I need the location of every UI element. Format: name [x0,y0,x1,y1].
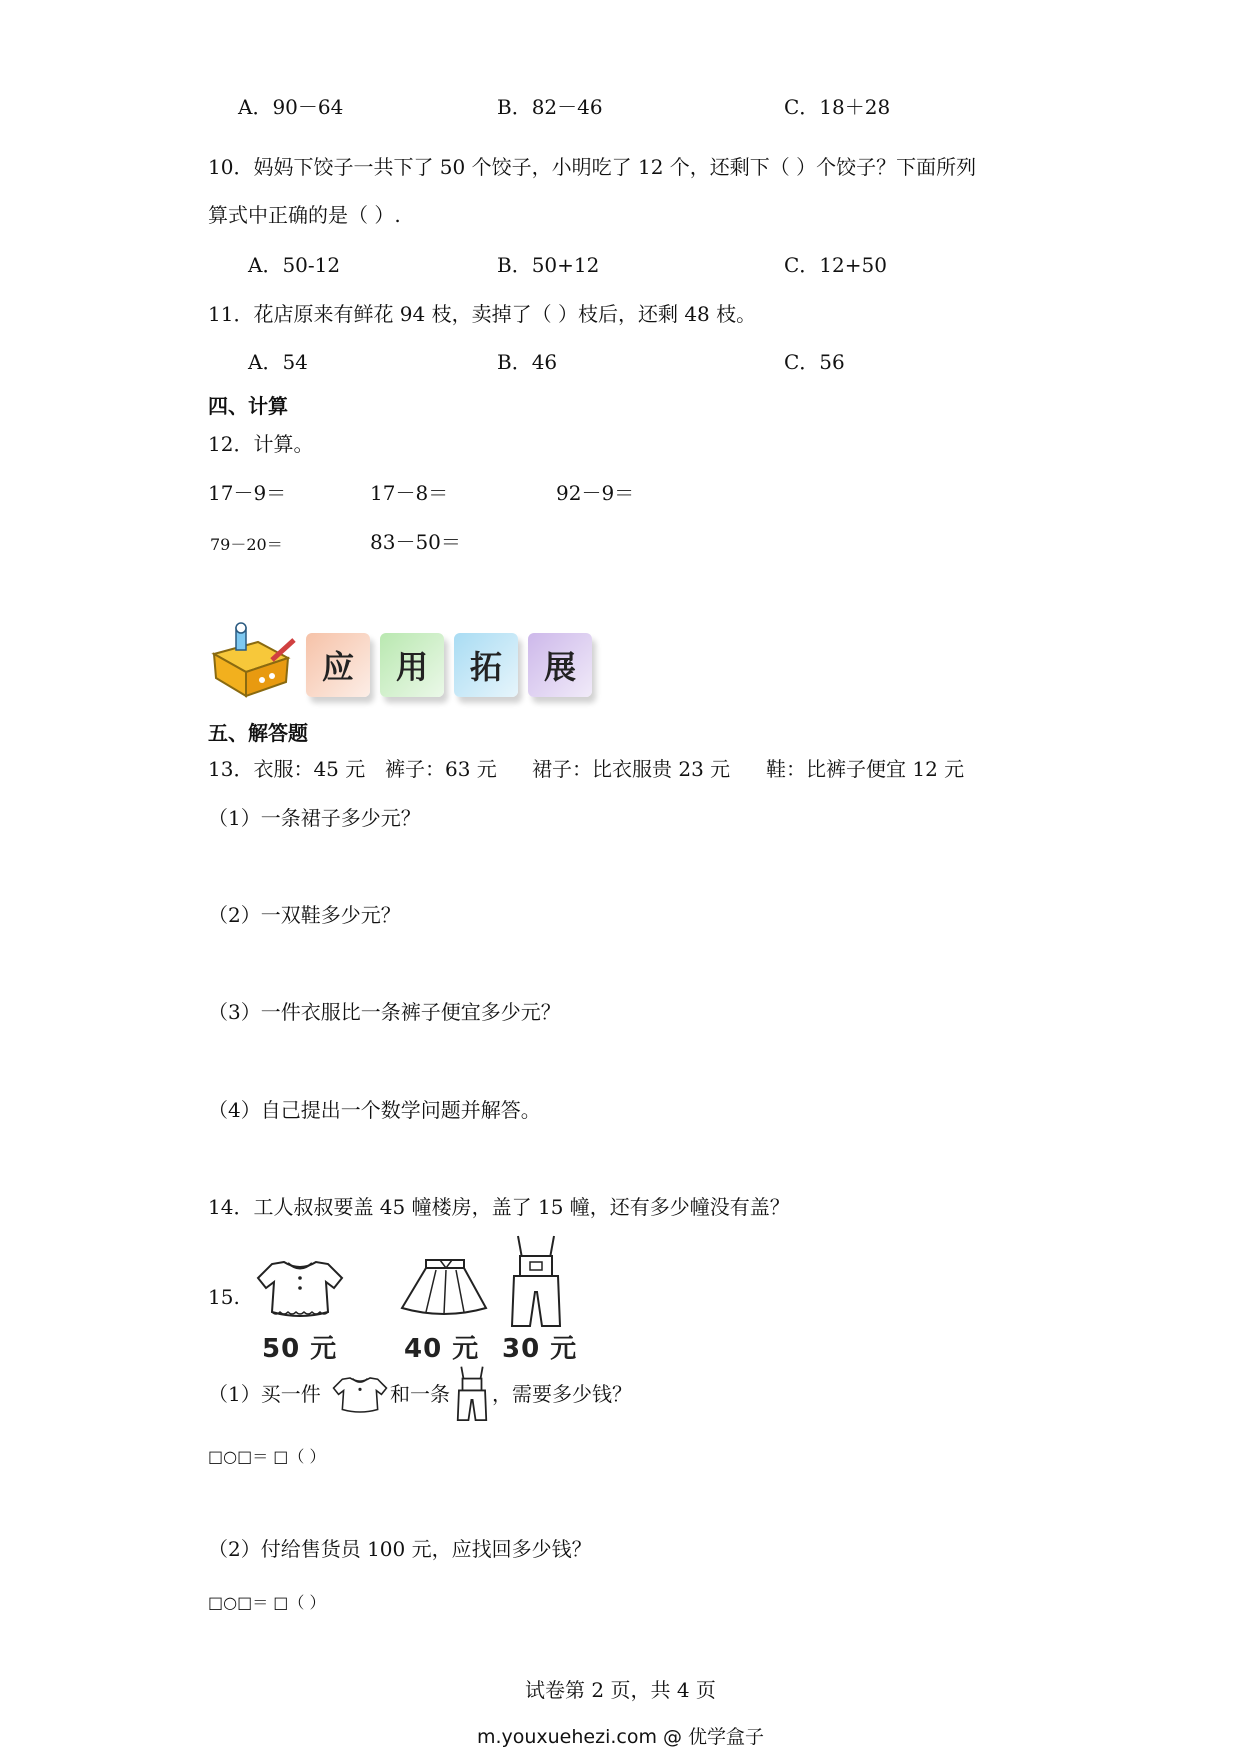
q13-shoes: 鞋：比裤子便宜 12 元 [766,757,965,781]
toolbox-icon [206,620,298,700]
overalls-icon [504,1234,568,1330]
shirt-small-icon [331,1372,389,1418]
q12-text: 12．计算。 [208,432,314,456]
q15-price-skirt: 40 元 [404,1334,480,1364]
q12-item-2: 17－8＝ [370,481,449,505]
q12-item-4: 79－20＝ [210,535,283,554]
q15-price-shirt: 50 元 [262,1334,338,1364]
section5-title: 五、解答题 [208,721,308,745]
q15-formula2: □○□＝ □（ ） [208,1593,326,1612]
q13-sub3: （3）一件衣服比一条裤子便宜多少元？ [208,1000,561,1024]
q14-text: 14．工人叔叔要盖 45 幢楼房，盖了 15 幢，还有多少幢没有盖？ [208,1195,790,1219]
q15-number: 15. [208,1285,240,1309]
q9-option-a: A．90－64 [238,95,344,119]
skirt-icon [396,1256,492,1322]
q10-line2: 算式中正确的是（ ）. [208,203,401,227]
q15-sub1-post: ，需要多少钱？ [492,1382,632,1406]
q12-item-1: 17－9＝ [208,481,287,505]
q10-option-a: A．50-12 [248,253,341,277]
q9-option-c: C．18＋28 [784,95,891,119]
section4-title: 四、计算 [208,394,288,418]
q12-item-5: 83－50＝ [370,530,461,554]
q10-line1: 10．妈妈下饺子一共下了 50 个饺子，小明吃了 12 个，还剩下（ ）个饺子？下面所列 [208,155,977,179]
shirt-icon [254,1256,346,1322]
q15-sub1-pre: （1）买一件 [208,1382,321,1406]
banner-tile-zhan: 展 [528,633,592,697]
banner-tile-tuo: 拓 [454,633,518,697]
q13-sub2: （2）一双鞋多少元？ [208,903,401,927]
q10-option-c: C．12+50 [784,253,887,277]
q12-item-3: 92－9＝ [556,481,635,505]
site-watermark: m.youxuehezi.com @ 优学盒子 [476,1726,765,1748]
q11-text: 11．花店原来有鲜花 94 枝，卖掉了（ ）枝后，还剩 48 枝。 [208,302,757,326]
overalls-small-icon [453,1364,491,1424]
q13-pants: 裤子：63 元 [385,757,497,781]
q11-option-c: C．56 [784,350,845,374]
q13-skirt: 裙子：比衣服贵 23 元 [532,757,731,781]
q13-sub4: （4）自己提出一个数学问题并解答。 [208,1098,541,1122]
q15-sub1-mid: 和一条 [390,1382,450,1406]
q11-option-b: B．46 [497,350,558,374]
q11-option-a: A．54 [248,350,308,374]
q15-sub2: （2）付给售货员 100 元，应找回多少钱？ [208,1537,592,1561]
banner-tile-yong: 用 [380,633,444,697]
banner-tile-ying: 应 [306,633,370,697]
q15-formula1: □○□＝ □（ ） [208,1447,326,1466]
q9-option-b: B．82－46 [497,95,603,119]
q13-sub1: （1）一条裙子多少元？ [208,806,421,830]
q15-price-overalls: 30 元 [502,1334,578,1364]
q13-clothes: 13．衣服：45 元 [208,757,366,781]
page-footer: 试卷第 2 页，共 4 页 [525,1678,716,1702]
q10-option-b: B．50+12 [497,253,600,277]
